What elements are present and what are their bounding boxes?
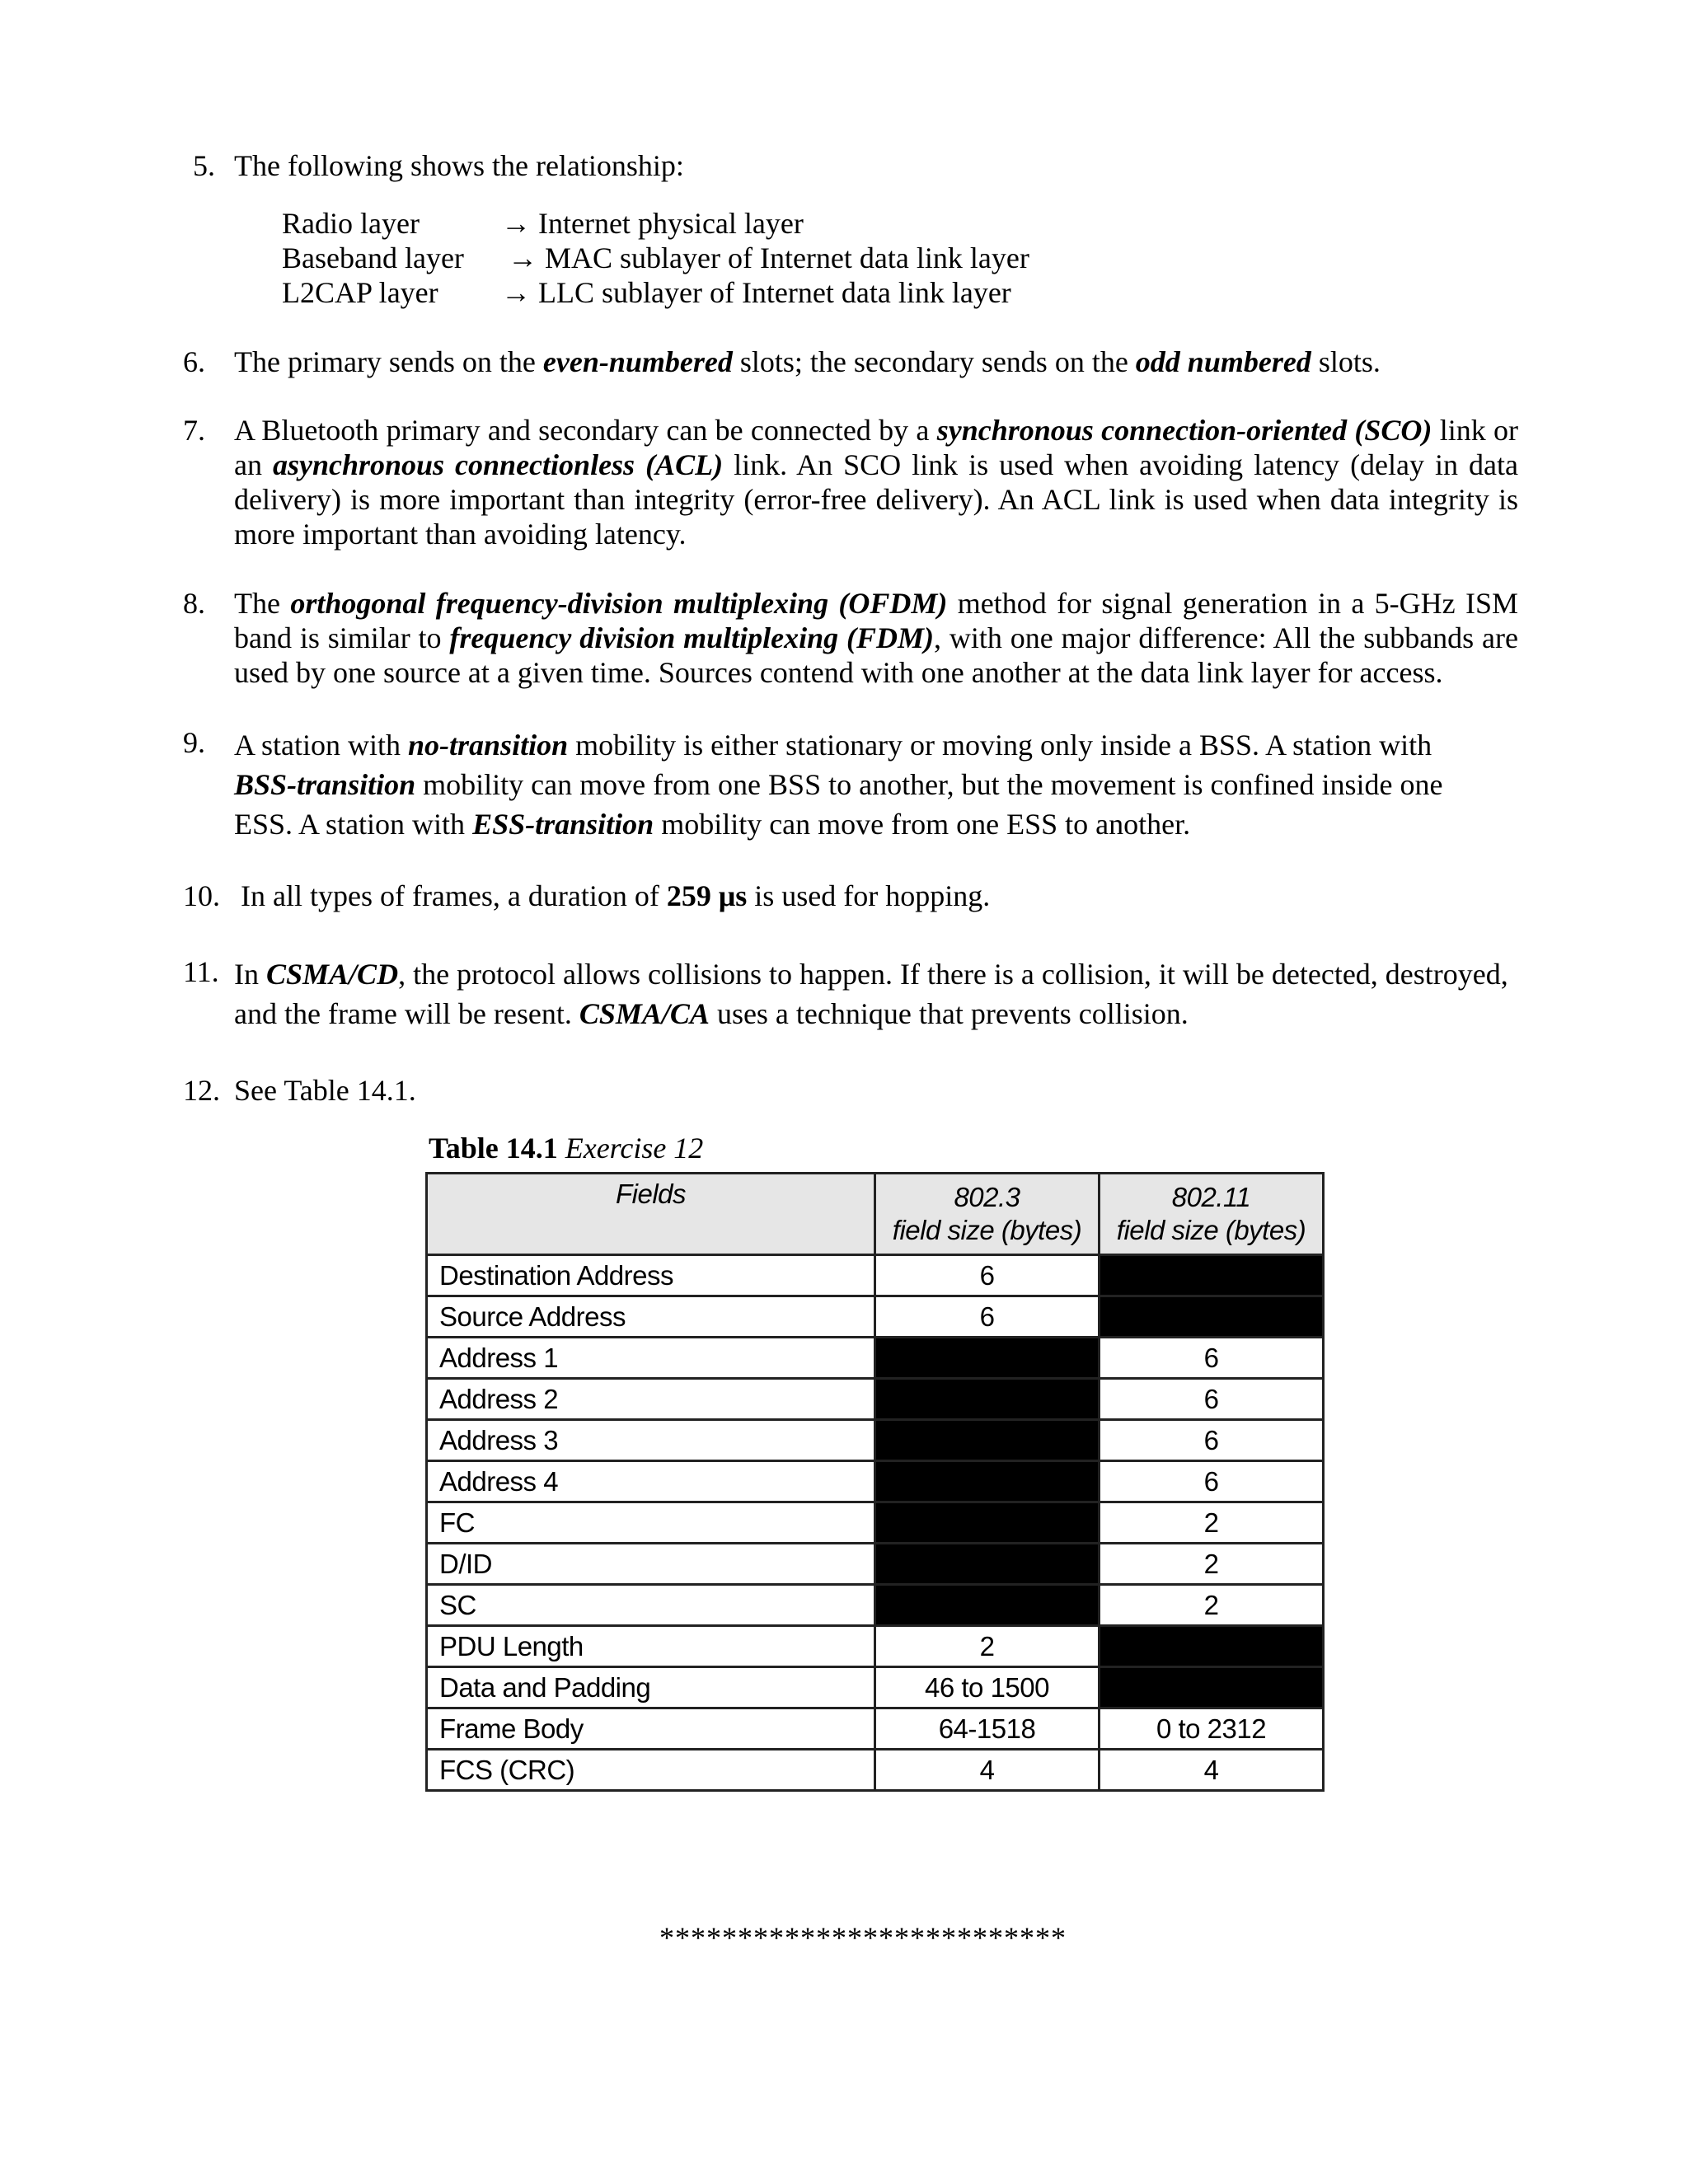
emphasis-term: frequency division multiplexing (FDM): [449, 621, 934, 654]
not-applicable-cell: [875, 1420, 1100, 1461]
item-text: The following shows the relationship:: [234, 149, 684, 182]
relationship-row: [282, 206, 804, 241]
item-text: The orthogonal frequency-division multiplexing (OFDM) method for signal generation in a 5-GHz ISM band is similar to frequency division multiplexing (FDM), with one major difference: All the subbands are used by one source at a given time. Sources contend with one another at the data link layer for access.: [234, 587, 1519, 689]
field-name-cell: Destination Address: [427, 1255, 875, 1296]
size-802-11-cell: 2: [1100, 1502, 1324, 1544]
not-applicable-cell: [1100, 1667, 1324, 1708]
field-name-cell: Frame Body: [427, 1708, 875, 1750]
field-name-cell: Address 4: [427, 1461, 875, 1502]
table-body: [427, 1255, 1324, 1791]
field-name-cell: FCS (CRC): [427, 1750, 875, 1791]
item-number: 5.: [193, 149, 215, 182]
table-row: [427, 1708, 1324, 1750]
item-number: 10.: [183, 879, 220, 912]
relationship-row: [282, 275, 1011, 310]
field-name-cell: Data and Padding: [427, 1667, 875, 1708]
item-text: A Bluetooth primary and secondary can be connected by a synchronous connection-oriented (SCO) link or an asynchronous connectionless (ACL) link. An SCO link is used when avoiding latency (delay in data delivery) is more important than integrity (error-free delivery). An ACL link is used when data integrity is more important than avoiding latency.: [234, 414, 1518, 551]
field-name-cell: D/ID: [427, 1544, 875, 1585]
frame-fields-table: [425, 1172, 1325, 1792]
item-number: 12.: [183, 1074, 220, 1107]
size-802-3-cell: 64-1518: [875, 1708, 1100, 1750]
size-802-11-cell: 0 to 2312: [1100, 1708, 1324, 1750]
not-applicable-cell: [875, 1585, 1100, 1626]
not-applicable-cell: [1100, 1255, 1324, 1296]
size-802-11-cell: 6: [1100, 1338, 1324, 1379]
relationship-right: → MAC sublayer of Internet data link layer: [508, 241, 1029, 274]
emphasis-term: odd numbered: [1135, 345, 1311, 378]
item-text: In all types of frames, a duration of 259 μs is used for hopping.: [241, 879, 991, 912]
emphasis-term: ESS-transition: [472, 808, 654, 841]
table-row: [427, 1379, 1324, 1420]
table-row: [427, 1420, 1324, 1461]
emphasis-term: synchronous connection-oriented (SCO): [936, 414, 1432, 447]
relationship-row: [282, 241, 1029, 275]
size-802-11-cell: 6: [1100, 1461, 1324, 1502]
relationship-left: Radio layer: [282, 207, 420, 240]
item-text: See Table 14.1.: [234, 1074, 416, 1107]
size-802-3-cell: 6: [875, 1296, 1100, 1338]
item-text: The primary sends on the even-numbered slots; the secondary sends on the odd numbered slots.: [234, 345, 1381, 378]
field-name-cell: SC: [427, 1585, 875, 1626]
size-802-3-cell: 4: [875, 1750, 1100, 1791]
not-applicable-cell: [875, 1379, 1100, 1420]
header-802-3: 802.3 field size (bytes): [875, 1174, 1100, 1255]
header-fields: Fields: [427, 1174, 875, 1255]
item-number: 11.: [183, 955, 219, 988]
size-802-11-cell: 4: [1100, 1750, 1324, 1791]
table-row: [427, 1461, 1324, 1502]
emphasis-value: 259 μs: [666, 879, 748, 912]
relationship-left: L2CAP layer: [282, 276, 438, 309]
emphasis-term: even-numbered: [542, 345, 733, 378]
not-applicable-cell: [875, 1338, 1100, 1379]
table-caption-title: Exercise 12: [565, 1132, 704, 1165]
size-802-11-cell: 2: [1100, 1544, 1324, 1585]
table-row: [427, 1338, 1324, 1379]
size-802-11-cell: 6: [1100, 1379, 1324, 1420]
not-applicable-cell: [875, 1461, 1100, 1502]
size-802-3-cell: 6: [875, 1255, 1100, 1296]
field-name-cell: Address 1: [427, 1338, 875, 1379]
emphasis-term: no-transition: [408, 729, 569, 762]
item-number: 7.: [183, 414, 205, 447]
not-applicable-cell: [1100, 1296, 1324, 1338]
emphasis-term: orthogonal frequency-division multiplexing (OFDM): [290, 587, 948, 620]
size-802-3-cell: 2: [875, 1626, 1100, 1667]
emphasis-term: BSS-transition: [234, 768, 416, 801]
end-separator: **************************: [659, 1921, 1067, 1954]
table-row: [427, 1585, 1324, 1626]
not-applicable-cell: [875, 1502, 1100, 1544]
table-row: [427, 1750, 1324, 1791]
relationship-left: Baseband layer: [282, 241, 464, 274]
item-text: In CSMA/CD, the protocol allows collisions to happen. If there is a collision, it will be detected, destroyed, and the frame will be resent. CSMA/CA uses a technique that prevents collision.: [234, 958, 1508, 1030]
table-row: [427, 1667, 1324, 1708]
table-row: [427, 1544, 1324, 1585]
item-number: 6.: [183, 345, 205, 378]
item-number: 8.: [183, 587, 205, 620]
emphasis-term: asynchronous connectionless (ACL): [272, 448, 724, 481]
table-row: [427, 1255, 1324, 1296]
size-802-11-cell: 6: [1100, 1420, 1324, 1461]
emphasis-term: CSMA/CD: [266, 958, 399, 991]
table-row: [427, 1296, 1324, 1338]
table-caption-label: Table 14.1: [429, 1132, 558, 1165]
relationship-right: → LLC sublayer of Internet data link layer: [501, 276, 1011, 309]
table-header-row: [427, 1174, 1324, 1255]
field-name-cell: FC: [427, 1502, 875, 1544]
table-row: [427, 1626, 1324, 1667]
field-name-cell: Address 3: [427, 1420, 875, 1461]
item-number: 9.: [183, 726, 205, 759]
item-text: A station with no-transition mobility is either stationary or moving only inside a BSS. A station with BSS-transition mobility can move from one BSS to another, but the movement is confined inside one ESS. A station with ESS-transition mobility can move from one ESS to another.: [234, 729, 1443, 841]
field-name-cell: Source Address: [427, 1296, 875, 1338]
relationship-right: → Internet physical layer: [501, 207, 804, 240]
not-applicable-cell: [875, 1544, 1100, 1585]
not-applicable-cell: [1100, 1626, 1324, 1667]
size-802-11-cell: 2: [1100, 1585, 1324, 1626]
table-caption: [429, 1131, 703, 1165]
field-name-cell: PDU Length: [427, 1626, 875, 1667]
size-802-3-cell: 46 to 1500: [875, 1667, 1100, 1708]
field-name-cell: Address 2: [427, 1379, 875, 1420]
emphasis-term: CSMA/CA: [579, 997, 710, 1030]
table-row: [427, 1502, 1324, 1544]
header-802-11: 802.11 field size (bytes): [1100, 1174, 1324, 1255]
